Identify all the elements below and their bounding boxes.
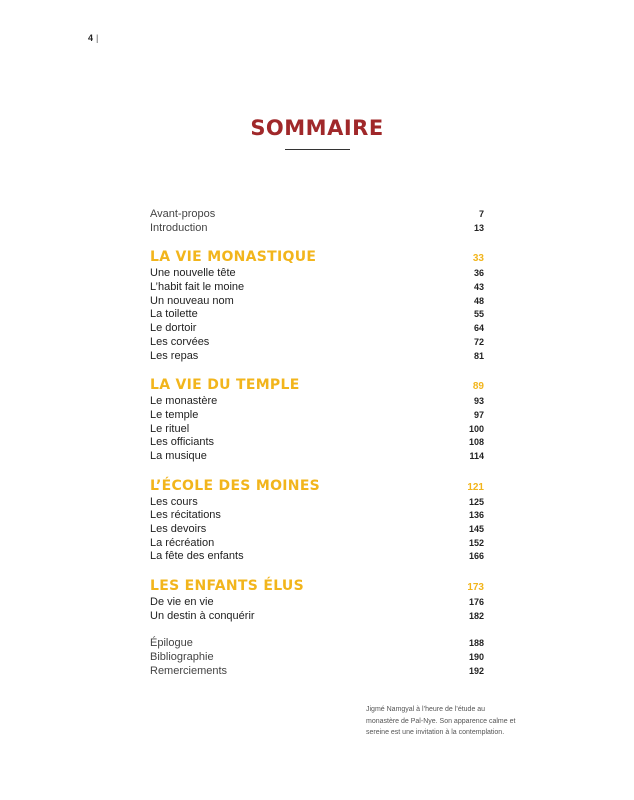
- page-title: SOMMAIRE: [250, 116, 384, 140]
- caption-line: Jigmé Namgyal à l’heure de l’étude au: [366, 706, 486, 713]
- caption-line: monastère de Pal-Nye. Son apparence calme et: [366, 717, 516, 725]
- toc-entry[interactable]: [150, 308, 484, 322]
- toc-entry-page: 48: [473, 295, 484, 306]
- toc-entry[interactable]: [150, 637, 484, 651]
- toc-entry-page: 190: [468, 652, 484, 663]
- toc-entry-label: Un destin à conquérir: [150, 609, 255, 622]
- toc-entry-page: 93: [473, 396, 484, 407]
- toc-entry-label: Bibliographie: [150, 651, 214, 664]
- toc-entry-page: 7: [478, 209, 484, 219]
- toc-entry-label: Remerciements: [150, 664, 228, 677]
- toc-entry-page: 192: [468, 665, 484, 676]
- toc-entry-label: Le rituel: [150, 422, 190, 435]
- toc-entry-label: Avant-propos: [150, 208, 216, 220]
- chapter-title: LA VIE MONASTIQUE: [150, 249, 317, 266]
- toc-entry-page: 145: [468, 524, 484, 534]
- page-number-value: 4: [88, 33, 94, 43]
- toc-entry-page: 13: [473, 222, 484, 233]
- title-underline-divider: [285, 149, 350, 150]
- chapter-title: LES ENFANTS ÉLUS: [150, 578, 304, 595]
- toc-entry-label: Un nouveau nom: [150, 294, 234, 307]
- toc-entry[interactable]: [150, 295, 484, 309]
- toc-entry-label: L’habit fait le moine: [150, 281, 245, 294]
- page-number-separator: |: [96, 33, 99, 43]
- toc-entry[interactable]: [150, 322, 484, 336]
- chapter-heading[interactable]: [150, 577, 484, 596]
- toc-entry-label: La toilette: [150, 308, 198, 321]
- toc-entry-page: 64: [473, 323, 484, 334]
- toc-entry-page: 136: [468, 510, 484, 521]
- toc-entry-label: La récréation: [150, 536, 215, 549]
- toc-entry[interactable]: [150, 496, 484, 510]
- toc-entry-page: 81: [473, 350, 484, 361]
- chapter-title: LA VIE DU TEMPLE: [150, 377, 300, 394]
- chapter-heading[interactable]: [150, 477, 484, 496]
- back-matter-group: [150, 637, 484, 678]
- toc-entry[interactable]: [150, 423, 484, 437]
- toc-entry[interactable]: [150, 436, 484, 450]
- toc-entry[interactable]: [150, 395, 484, 409]
- toc-entry[interactable]: [150, 537, 484, 551]
- toc-entry-label: La musique: [150, 449, 207, 462]
- toc-entry[interactable]: [150, 550, 484, 564]
- toc-entry-label: Les cours: [150, 495, 198, 508]
- toc-entry-label: Le dortoir: [150, 322, 197, 335]
- toc-entry-label: Le temple: [150, 408, 199, 421]
- chapter-title: L’ÉCOLE DES MOINES: [150, 477, 321, 494]
- toc-entry-label: Une nouvelle tête: [150, 267, 236, 280]
- toc-entry[interactable]: [150, 281, 484, 295]
- toc-entry-page: 125: [468, 496, 484, 507]
- toc-entry[interactable]: [150, 651, 484, 665]
- toc-entry-page: 100: [468, 423, 484, 434]
- toc-entry[interactable]: [150, 350, 484, 364]
- toc-entry-page: 43: [473, 282, 484, 293]
- toc-entry[interactable]: [150, 450, 484, 464]
- table-of-contents: [150, 208, 484, 679]
- toc-entry-label: Les officiants: [150, 436, 215, 449]
- toc-entry[interactable]: [150, 665, 484, 679]
- toc-entry-page: 97: [473, 409, 484, 420]
- toc-entry[interactable]: [150, 222, 484, 236]
- toc-entry-label: Introduction: [150, 221, 208, 234]
- toc-entry-page: 152: [468, 537, 484, 548]
- chapter-page: 121: [467, 481, 484, 493]
- toc-entry-page: 166: [468, 551, 484, 562]
- toc-entry-label: Épilogue: [150, 637, 193, 650]
- toc-entry-label: Les corvées: [150, 335, 210, 348]
- toc-entry-label: La fête des enfants: [150, 550, 244, 563]
- toc-entry[interactable]: [150, 336, 484, 350]
- front-matter-group: [150, 208, 484, 235]
- toc-entry[interactable]: [150, 267, 484, 281]
- toc-entry-page: 188: [468, 638, 484, 649]
- toc-entry[interactable]: [150, 523, 484, 537]
- toc-entry[interactable]: [150, 509, 484, 523]
- toc-entry-page: 182: [468, 610, 484, 621]
- caption-line: sereine est une invitation à la contemplation.: [366, 729, 505, 736]
- toc-entry-page: 72: [473, 336, 484, 347]
- toc-entry-page: 108: [468, 437, 484, 448]
- toc-entry-label: Les devoirs: [150, 523, 207, 535]
- toc-entry[interactable]: [150, 596, 484, 610]
- photo-caption: [366, 704, 546, 739]
- toc-entry[interactable]: [150, 610, 484, 624]
- toc-entry-label: Les récitations: [150, 509, 221, 522]
- chapter-heading[interactable]: [150, 248, 484, 267]
- toc-entry[interactable]: [150, 409, 484, 423]
- chapter-page: 89: [472, 381, 484, 393]
- toc-entry-label: Le monastère: [150, 395, 218, 408]
- toc-entry-page: 176: [468, 597, 484, 608]
- chapter-heading[interactable]: [150, 376, 484, 395]
- toc-entry-label: De vie en vie: [150, 596, 214, 609]
- toc-entry-page: 55: [473, 309, 484, 320]
- toc-entry-page: 114: [469, 450, 484, 461]
- toc-entry[interactable]: [150, 208, 484, 222]
- page-number: [88, 33, 98, 43]
- chapter-page: 173: [467, 582, 484, 594]
- toc-entry-label: Les repas: [150, 349, 199, 362]
- toc-entry-page: 36: [473, 268, 484, 279]
- chapter-page: 33: [472, 253, 484, 265]
